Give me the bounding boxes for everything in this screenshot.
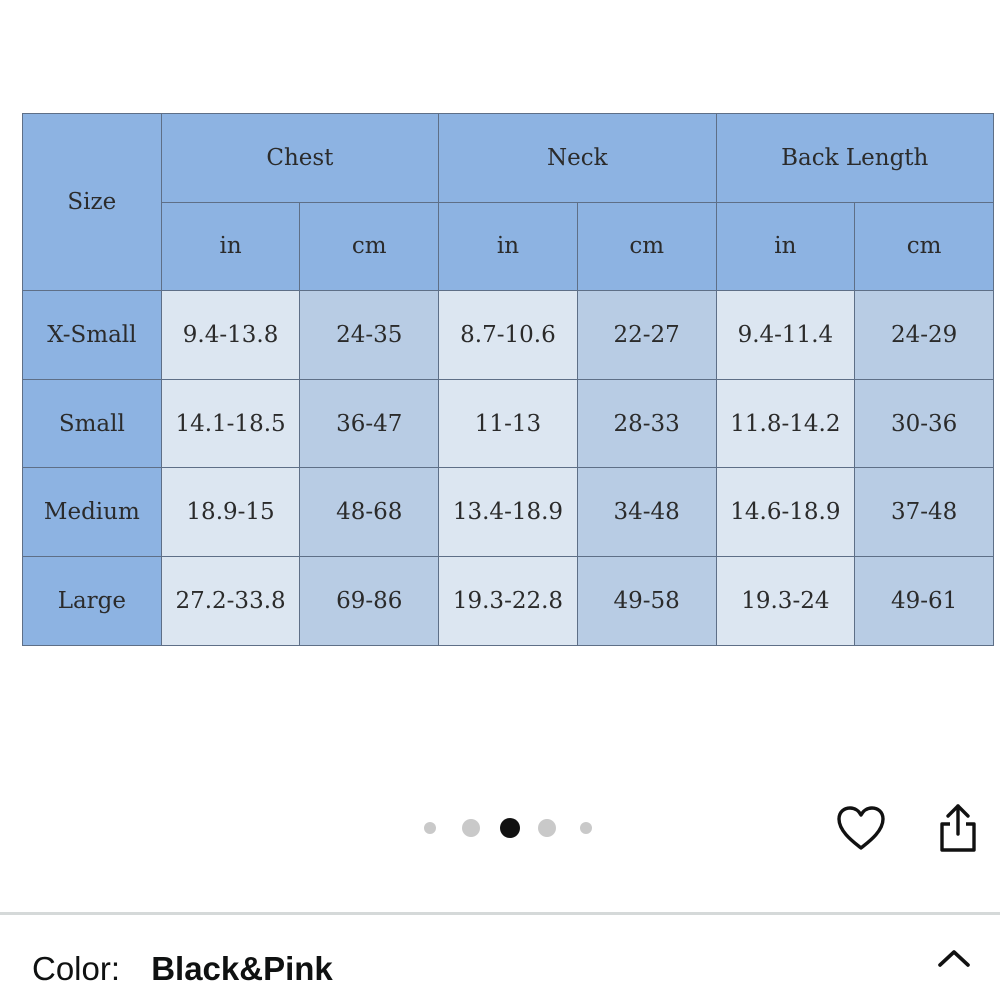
color-selector[interactable] bbox=[32, 950, 333, 988]
chest-column-header: Chest bbox=[161, 114, 438, 203]
heart-icon bbox=[835, 804, 887, 852]
table-cell: 69-86 bbox=[300, 556, 439, 645]
color-value: Black&Pink bbox=[151, 950, 333, 987]
table-cell: 48-68 bbox=[300, 468, 439, 557]
size-chart-table bbox=[22, 113, 994, 646]
table-row bbox=[23, 556, 994, 645]
unit-header: in bbox=[161, 202, 300, 291]
table-header-row bbox=[23, 114, 994, 203]
carousel-dot[interactable] bbox=[538, 819, 556, 837]
table-cell: 8.7-10.6 bbox=[439, 291, 578, 380]
table-cell: 11-13 bbox=[439, 379, 578, 468]
table-cell: 36-47 bbox=[300, 379, 439, 468]
unit-header: in bbox=[439, 202, 578, 291]
carousel-dot-active[interactable] bbox=[500, 818, 520, 838]
share-icon bbox=[936, 802, 980, 854]
unit-header: cm bbox=[300, 202, 439, 291]
table-row bbox=[23, 291, 994, 380]
table-cell: 14.6-18.9 bbox=[716, 468, 855, 557]
size-label: Small bbox=[23, 379, 162, 468]
unit-header: in bbox=[716, 202, 855, 291]
color-label: Color: bbox=[32, 950, 121, 987]
color-toggle-button[interactable] bbox=[932, 940, 976, 976]
table-cell: 9.4-11.4 bbox=[716, 291, 855, 380]
size-column-header: Size bbox=[23, 114, 162, 291]
table-cell: 27.2-33.8 bbox=[161, 556, 300, 645]
table-row bbox=[23, 379, 994, 468]
carousel-dot[interactable] bbox=[462, 819, 480, 837]
table-cell: 49-61 bbox=[855, 556, 994, 645]
table-cell: 30-36 bbox=[855, 379, 994, 468]
neck-column-header: Neck bbox=[439, 114, 716, 203]
size-label: X-Small bbox=[23, 291, 162, 380]
table-cell: 49-58 bbox=[577, 556, 716, 645]
table-cell: 13.4-18.9 bbox=[439, 468, 578, 557]
carousel-dot[interactable] bbox=[424, 822, 436, 834]
table-cell: 14.1-18.5 bbox=[161, 379, 300, 468]
table-cell: 28-33 bbox=[577, 379, 716, 468]
table-row bbox=[23, 468, 994, 557]
section-divider bbox=[0, 912, 1000, 915]
carousel-indicator bbox=[424, 818, 592, 838]
table-cell: 19.3-24 bbox=[716, 556, 855, 645]
table-cell: 24-29 bbox=[855, 291, 994, 380]
size-label: Large bbox=[23, 556, 162, 645]
like-button[interactable] bbox=[833, 800, 889, 856]
table-cell: 22-27 bbox=[577, 291, 716, 380]
table-cell: 37-48 bbox=[855, 468, 994, 557]
carousel-dot[interactable] bbox=[580, 822, 592, 834]
size-label: Medium bbox=[23, 468, 162, 557]
table-cell: 34-48 bbox=[577, 468, 716, 557]
table-cell: 19.3-22.8 bbox=[439, 556, 578, 645]
table-cell: 11.8-14.2 bbox=[716, 379, 855, 468]
share-button[interactable] bbox=[930, 800, 986, 856]
unit-header: cm bbox=[855, 202, 994, 291]
table-cell: 9.4-13.8 bbox=[161, 291, 300, 380]
back-length-column-header: Back Length bbox=[716, 114, 993, 203]
chevron-up-icon bbox=[936, 947, 972, 969]
table-unit-row bbox=[23, 202, 994, 291]
table-cell: 24-35 bbox=[300, 291, 439, 380]
unit-header: cm bbox=[577, 202, 716, 291]
table-cell: 18.9-15 bbox=[161, 468, 300, 557]
